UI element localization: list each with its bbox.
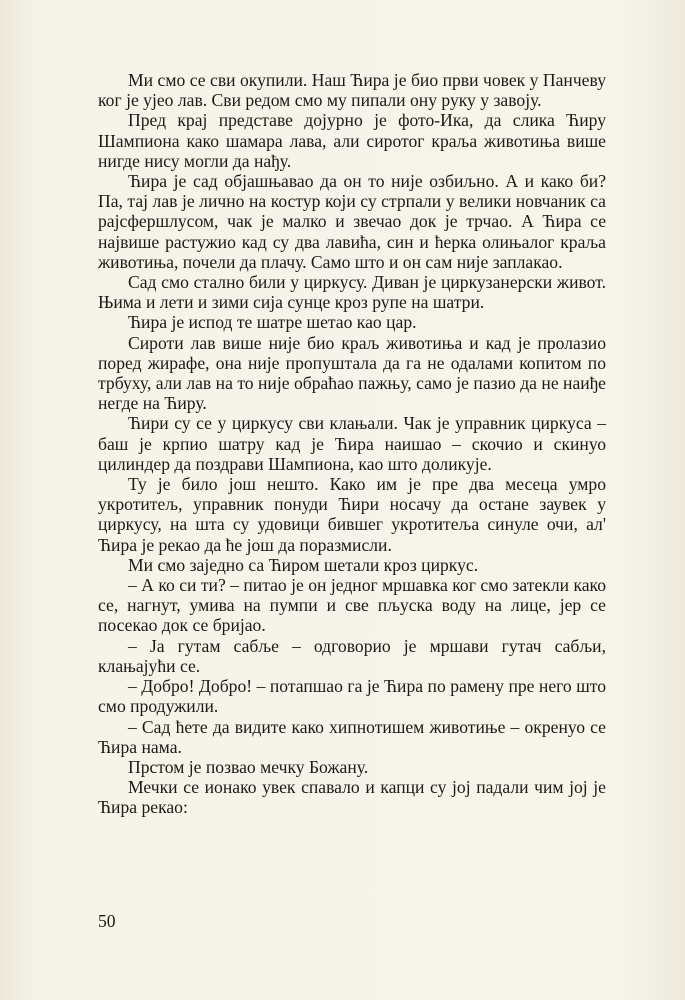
- paragraph: – А ко си ти? – питао је он једног мршавка ког смо затекли како се, нагнут, умива на пумпи и све пљуска воду на лице, јер се посекао док се бријао.: [98, 575, 606, 636]
- body-text: [98, 70, 606, 818]
- page-number: 50: [98, 911, 116, 931]
- paragraph: Ћира је испод те шатре шетао као цар.: [128, 312, 417, 333]
- paragraph: Пред крај представе дојурно је фото-Ика, да слика Ћиру Шампиона како шамара лава, али сиротог краља животиња више нигде нису могли да нађу.: [98, 110, 606, 171]
- paragraph: Ћира је сад објашњавао да он то није озбиљно. А и како би? Па, тај лав је лично на костур који су стрпали у велики новчаник са рајсфершлусом, чак је малко и звечао док је трчао. А Ћира се највише растужио кад су два лавића, син и ћерка олињалог краља животиња, почели да плачу. Само што и он сам није заплакао.: [98, 171, 606, 272]
- paragraph: – Сад ћете да видите како хипнотишем животиње – окренуо се Ћира нама.: [98, 716, 606, 757]
- paragraph: – Ја гутам сабље – одговорио је мршави гутач сабљи, клањајући се.: [98, 635, 606, 676]
- paragraph: Мечки се ионако увек спавало и капци су јој падали чим јој је Ћира рекао:: [98, 777, 606, 818]
- paragraph: Прстом је позвао мечку Божану.: [128, 756, 369, 777]
- paragraph: Ми смо се сви окупили. Наш Ћира је био први човек у Панчеву ког је ујео лав. Сви редом смо му пипали ону руку у завоју.: [98, 70, 606, 111]
- paragraph: Сад смо стално били у циркусу. Диван је циркузанерски живот. Њима и лети и зими сија сунце кроз рупе на шатри.: [98, 272, 606, 313]
- paragraph: Ту је било још нешто. Како им је пре два месеца умро укротитељ, управник понуди Ћири носачу да остане заувек у циркусу, на шта су удовици бившег укротитеља синуле очи, ал' Ћира је рекао да ће још да поразмисли.: [98, 474, 606, 555]
- paragraph: Ћири су се у циркусу сви клањали. Чак је управник циркуса – баш је крпио шатру кад је Ћира наишао – скочио и скинуо цилиндер да поздрави Шампиона, као што доликује.: [98, 413, 606, 474]
- paragraph: Ми смо заједно са Ћиром шетали кроз циркус.: [128, 554, 479, 575]
- paragraph: – Добро! Добро! – потапшао га је Ћира по рамену пре него што смо продужили.: [98, 676, 606, 717]
- paragraph: Сироти лав више није био краљ животиња и кад је пролазио поред жирафе, она није пропуштала да га не одалами копитом по трбуху, али лав на то није обраћао пажњу, само је пазио да не наиђе негде на Ћиру.: [98, 332, 606, 414]
